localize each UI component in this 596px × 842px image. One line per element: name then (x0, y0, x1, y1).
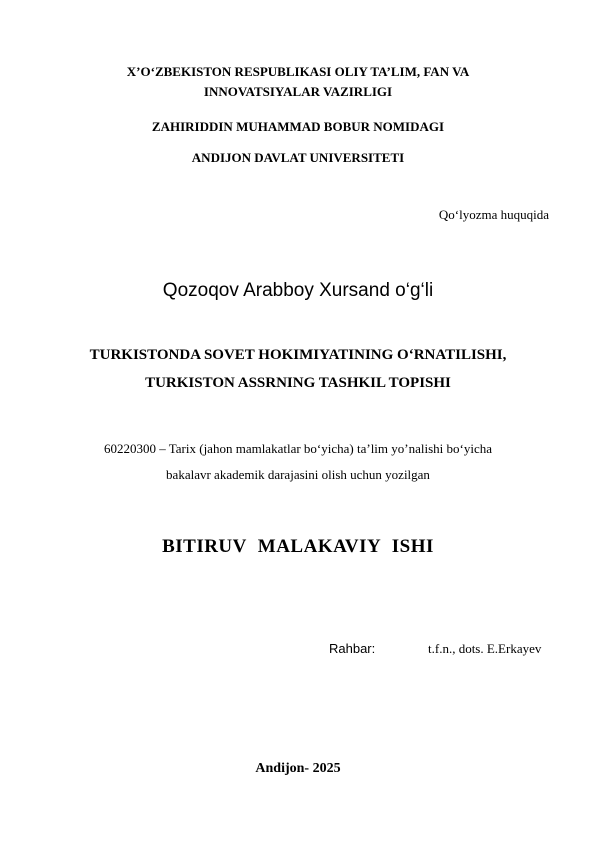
work-type-heading: BITIRUV MALAKAVIY ISHI (162, 536, 434, 557)
supervisor-label: Rahbar: (329, 641, 376, 656)
university-name: ANDIJON DAVLAT UNIVERSITETI (191, 150, 405, 165)
university-named-after: ZAHIRIDDIN MUHAMMAD BOBUR NOMIDAGI (151, 119, 445, 134)
supervisor-name: t.f.n., dots. E.Erkayev (428, 641, 542, 656)
specialty-line-1: 60220300 – Tarix (jahon mamlakatlar bo‘yicha) ta’lim yo’nalishi bo‘yicha (103, 441, 493, 456)
author-name: Qozoqov Arabboy Xursand o‘g‘li (162, 280, 434, 301)
thesis-title-line-1: TURKISTONDA SOVET HOKIMIYATINING O‘RNATILISHI, (89, 347, 507, 363)
ministry-line-2: INNOVATSIYALAR VAZIRLIGI (203, 84, 393, 99)
specialty-line-2: bakalavr akademik darajasini olish uchun yozilgan (166, 467, 430, 482)
manuscript-note: Qo‘lyozma huquqida (438, 207, 549, 222)
ministry-line-1: X’O‘ZBEKISTON RESPUBLIKASI OLIY TA’LIM, FAN VA (126, 64, 470, 79)
thesis-title-line-2: TURKISTON ASSRNING TASHKIL TOPISHI (145, 375, 451, 391)
city-year: Andijon- 2025 (255, 761, 341, 776)
